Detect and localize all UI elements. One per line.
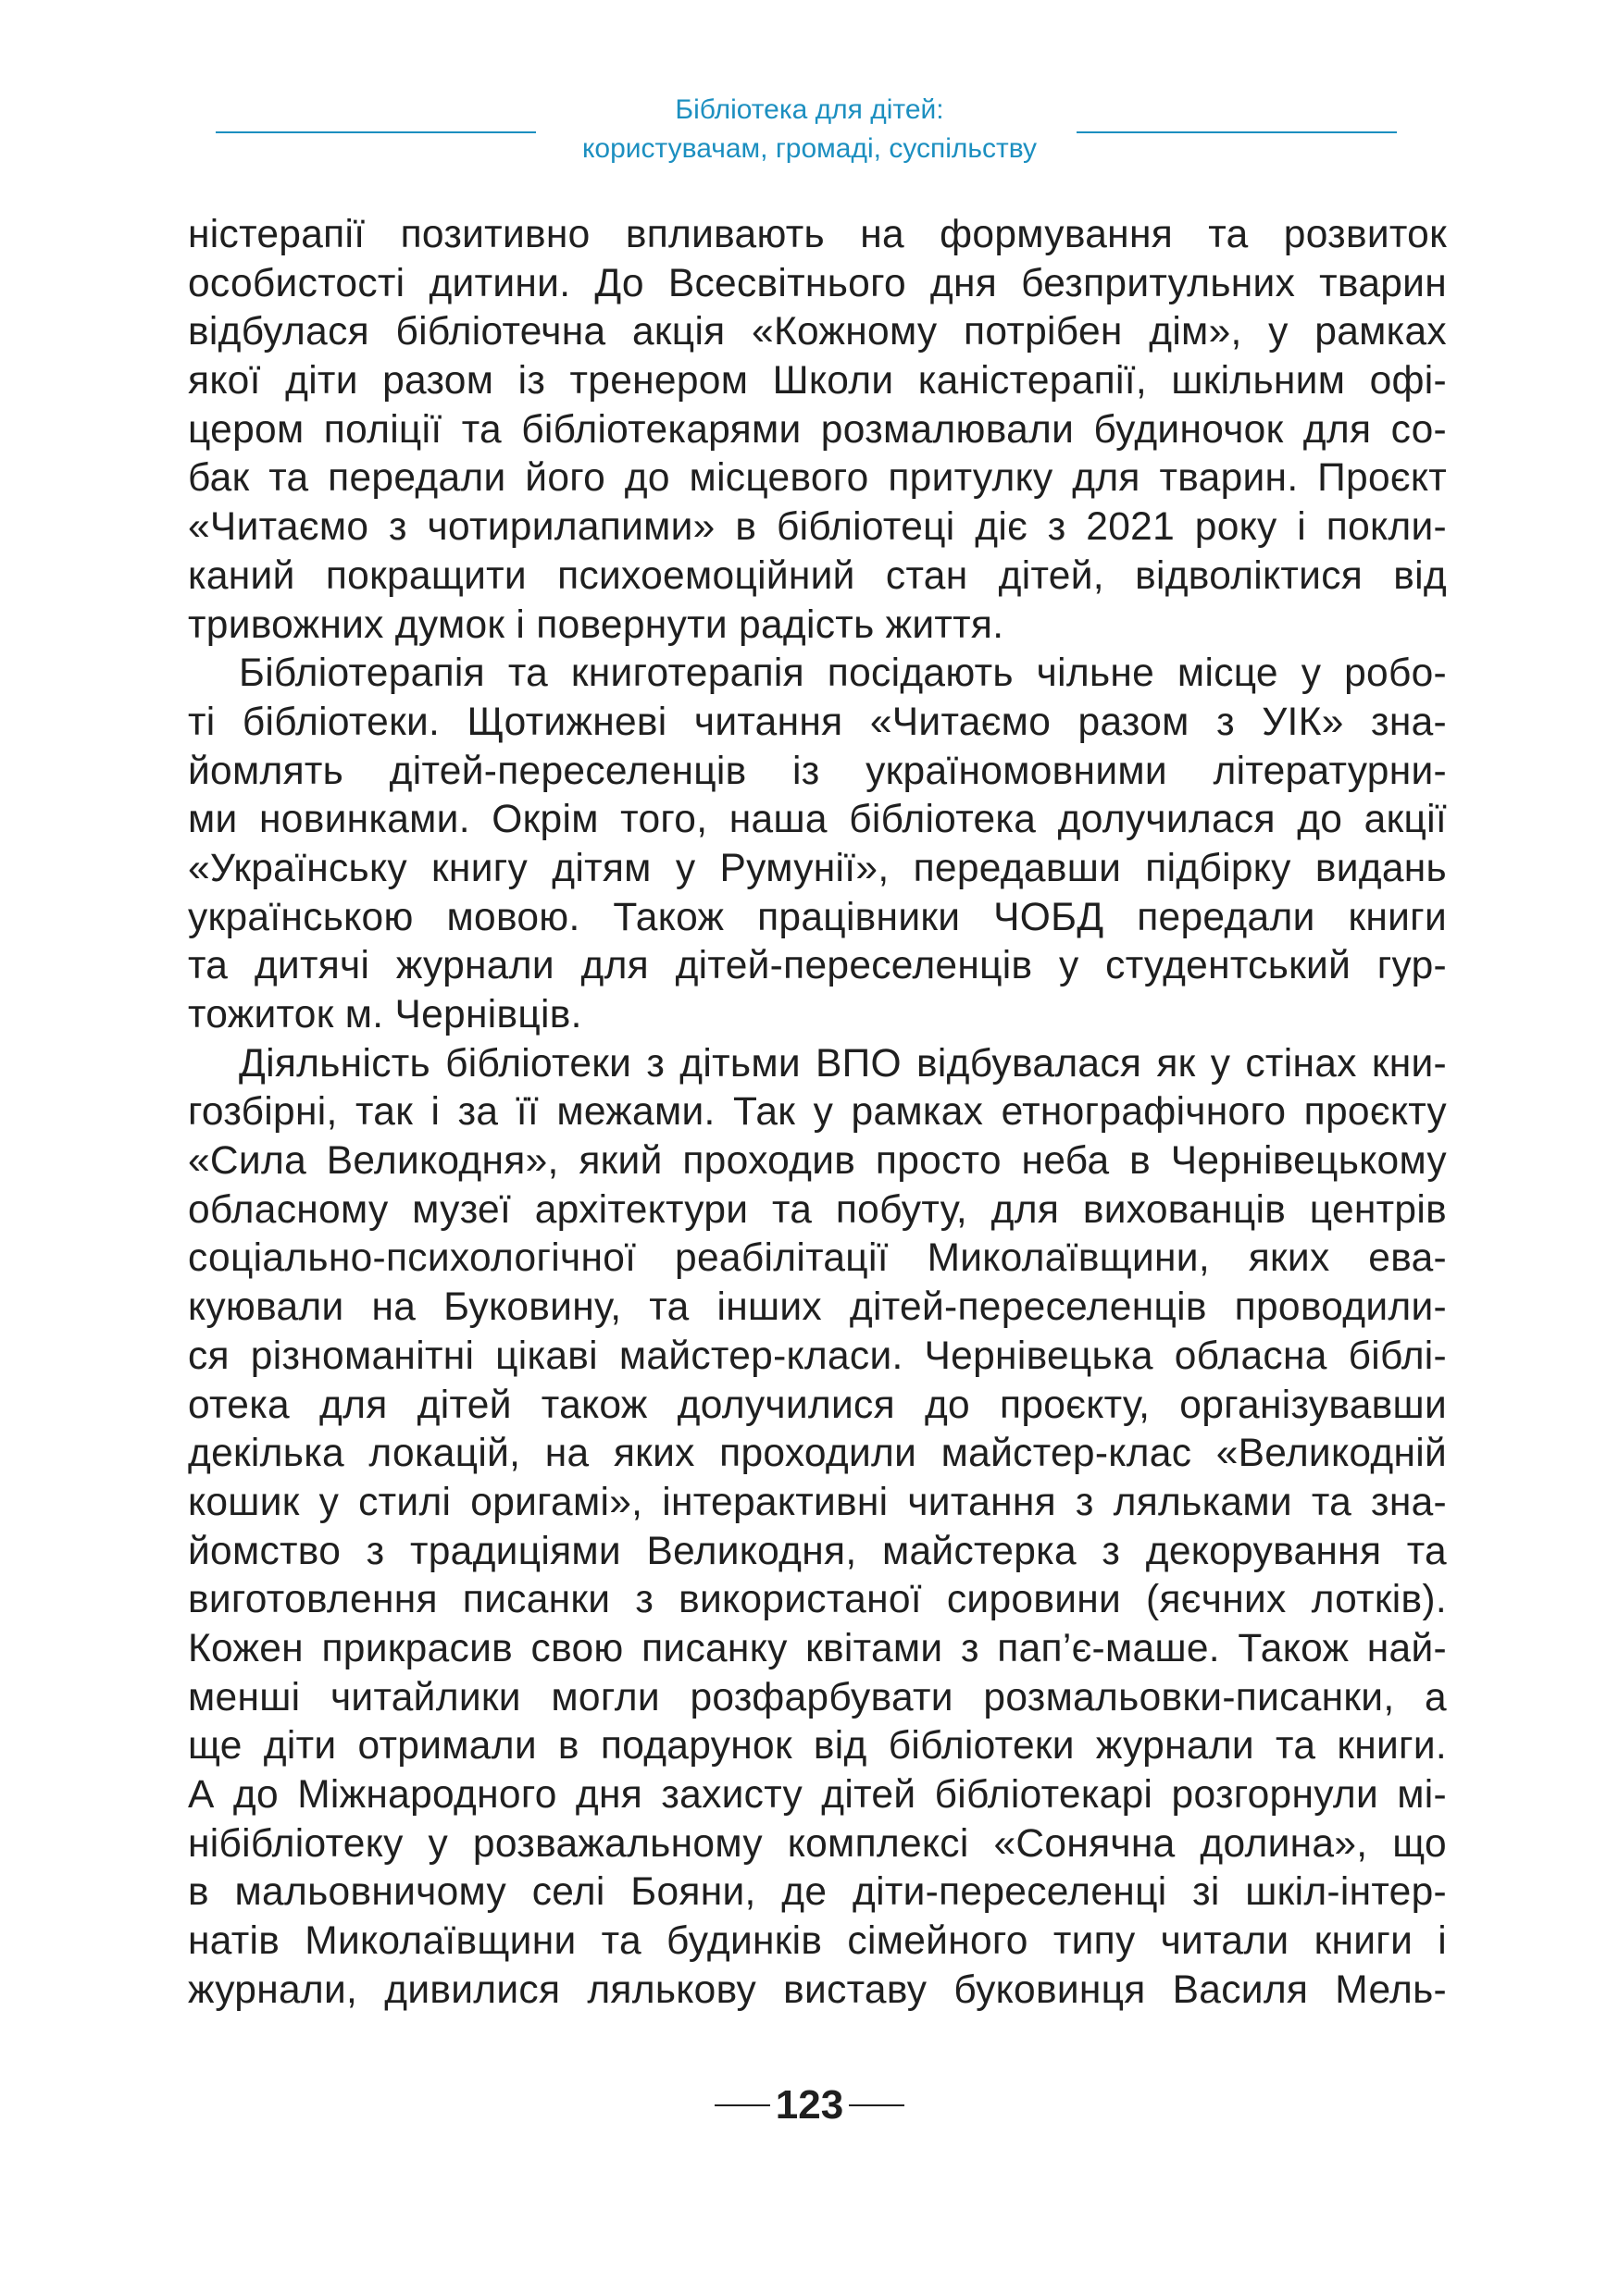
text-line: куювали на Буковину, та інших дітей-переселенців проводили- (188, 1285, 1447, 1330)
text-line: тривожних думок і повернути радість життя. (188, 602, 1004, 647)
text-line: йомство з традиціями Великодня, майстерка з декорування та (188, 1529, 1447, 1573)
text-line: особистості дитини. До Всесвітнього дня безпритульних тварин (188, 261, 1447, 305)
text-line: ністерапії позитивно впливають на формування та розвиток (188, 213, 1447, 256)
text-line: А до Міжнародного дня захисту дітей бібліотекарі розгорнули мі- (188, 1773, 1447, 1817)
text-line: та дитячі журнали для дітей-переселенців у студентський гур- (188, 944, 1447, 988)
text-line: каний покращити психоемоційний стан дітей, відволіктися від (188, 553, 1447, 598)
text-line: «Читаємо з чотирилапими» в бібліотеці діє з 2021 року і покли- (188, 505, 1447, 550)
text-line: бак та передали його до місцевого притулку для тварин. Проєкт (188, 456, 1447, 501)
text-line: «Сила Великодня», який проходив просто неба в Чернівецькому (188, 1139, 1447, 1184)
page-number-rule-right (849, 2104, 904, 2106)
page-number: 123 (775, 2082, 844, 2128)
text-line: кошик у стилі оригамі», інтерактивні читання з ляльками та зна- (188, 1480, 1447, 1524)
text-line: ті бібліотеки. Щотижневі читання «Читаємо разом з УІК» зна- (188, 700, 1447, 744)
text-line: Бібліотерапія та книготерапія посідають чільне місце у робо- (239, 652, 1447, 696)
text-line: ще діти отримали в подарунок від бібліотеки журнали та книги. (188, 1724, 1447, 1769)
text-line: виготовлення писанки з використаної сировини (яєчних лотків). (188, 1578, 1447, 1622)
text-line: в мальовничому селі Бояни, де діти-переселенці зі шкіл-інтер- (188, 1870, 1447, 1915)
text-line: «Українську книгу дітям у Румунії», передавши підбірку видань (188, 846, 1447, 890)
running-head-line-2: користувачам, громаді, суспільству (581, 133, 1038, 164)
page-number-block (0, 2070, 1619, 2128)
text-line: натів Миколаївщини та будинків сімейного типу читали книги і (188, 1919, 1447, 1964)
text-line: менші читайлики могли розфарбувати розмальовки-писанки, а (188, 1675, 1447, 1719)
text-line: цером поліції та бібліотекарями розмалювали будиночок для со- (188, 407, 1447, 452)
text-line: нібібліотеку у розважальному комплексі «Сонячна долина», що (188, 1821, 1447, 1866)
text-line: гозбірні, так і за її межами. Так у рамках етнографічного проєкту (188, 1090, 1447, 1135)
running-head-line-1: Бібліотека для дітей: (675, 94, 944, 125)
text-line: обласному музеї архітектури та побуту, для вихованців центрів (188, 1187, 1447, 1232)
text-line: декілька локацій, на яких проходили майстер-клас «Великодній (188, 1432, 1447, 1476)
text-line: ми новинками. Окрім того, наша бібліотека долучилася до акції (188, 798, 1447, 842)
text-line: відбулася бібліотечна акція «Кожному потрібен дім», у рамках (188, 310, 1447, 354)
text-line: журнали, дивилися лялькову виставу буковинця Василя Мель- (188, 1967, 1447, 2012)
running-head (0, 91, 1619, 168)
text-line: тожиток м. Чернівців. (188, 993, 582, 1036)
text-line: якої діти разом із тренером Школи каністерапії, шкільним офі- (188, 359, 1447, 403)
text-line: отека для дітей також долучилися до проєкту, організувавши (188, 1383, 1447, 1427)
text-line: Діяльність бібліотеки з дітьми ВПО відбувалася як у стінах кни- (239, 1041, 1447, 1086)
text-line: йомлять дітей-переселенців із україномовними літературни- (188, 749, 1447, 793)
text-line: ся різноманітні цікаві майстер-класи. Чернівецька обласна біблі- (188, 1334, 1447, 1378)
page-number-rule-left (715, 2104, 770, 2106)
text-line: соціально-психологічної реабілітації Миколаївщини, яких ева- (188, 1236, 1447, 1281)
text-line: Кожен прикрасив свою писанку квітами з пап’є-маше. Також най- (188, 1626, 1447, 1670)
body-text (188, 211, 1447, 2015)
header-rule-right (1077, 131, 1397, 133)
header-rule-left (216, 131, 536, 133)
text-line: українською мовою. Також працівники ЧОБД передали книги (188, 895, 1447, 939)
